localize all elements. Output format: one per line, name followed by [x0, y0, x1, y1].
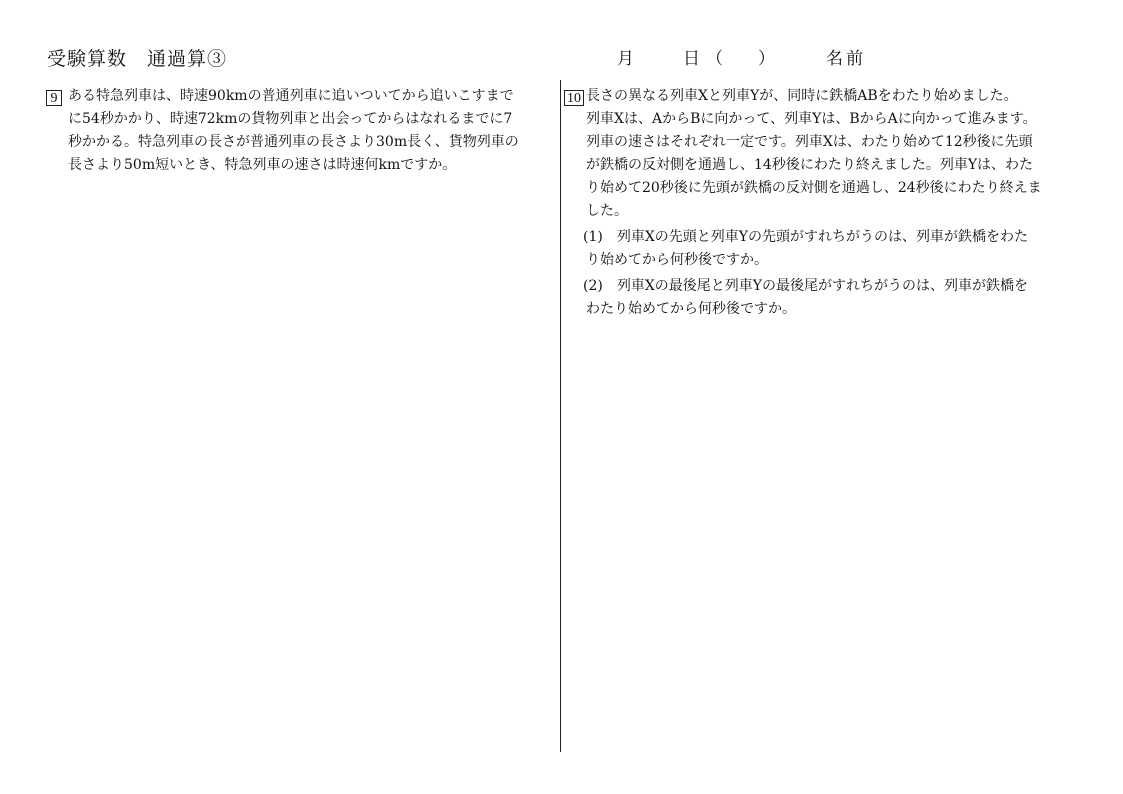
problem-10-line-6: した。: [586, 203, 628, 219]
weekday-open-paren: （: [706, 49, 723, 69]
problem-10-line-3: 列車の速さはそれぞれ一定です。列車Xは、わたり始めて12秒後に先頭: [586, 134, 1033, 150]
problem-10-line-4: が鉄橋の反対側を通過し、14秒後にわたり終えました。列車Yは、わた: [586, 157, 1034, 173]
month-label: 月: [617, 49, 634, 69]
problem-10-line-2: 列車Xは、AからBに向かって、列車Yは、BからAに向かって進みます。: [586, 111, 1037, 127]
problem-10-subq-2-line-2: わたり始めてから何秒後ですか。: [586, 301, 796, 317]
name-label: 名前: [826, 49, 866, 69]
problem-9-line-1: ある特急列車は、時速90kmの普通列車に追いついてから追いこすまで: [68, 88, 514, 104]
problem-10-line-1: 長さの異なる列車Xと列車Yが、同時に鉄橋ABをわたり始めました。: [586, 88, 1018, 104]
weekday-close-paren: ）: [758, 49, 775, 69]
problem-9-line-2: に54秒かかり、時速72kmの貨物列車と出会ってからはなれるまでに7: [68, 111, 513, 127]
problem-number-10: 10: [564, 90, 584, 106]
problem-9-line-3: 秒かかる。特急列車の長さが普通列車の長さより30m長く、貨物列車の: [68, 134, 519, 150]
problem-10-line-5: り始めて20秒後に先頭が鉄橋の反対側を通過し、24秒後にわたり終えま: [586, 180, 1042, 196]
day-label: 日: [683, 49, 700, 69]
problem-10-subq-2-line-1: (2) 列車Xの最後尾と列車Yの最後尾がすれちがうのは、列車が鉄橋を: [583, 278, 1029, 294]
worksheet-title: 受験算数 通過算③: [47, 48, 228, 70]
column-divider: [560, 80, 561, 752]
problem-number-9: 9: [46, 90, 62, 106]
problem-9-line-4: 長さより50m短いとき、特急列車の速さは時速何kmですか。: [68, 157, 457, 173]
problem-10-subq-1-line-2: り始めてから何秒後ですか。: [586, 252, 768, 268]
problem-10-subq-1-line-1: (1) 列車Xの先頭と列車Yの先頭がすれちがうのは、列車が鉄橋をわた: [583, 229, 1029, 245]
